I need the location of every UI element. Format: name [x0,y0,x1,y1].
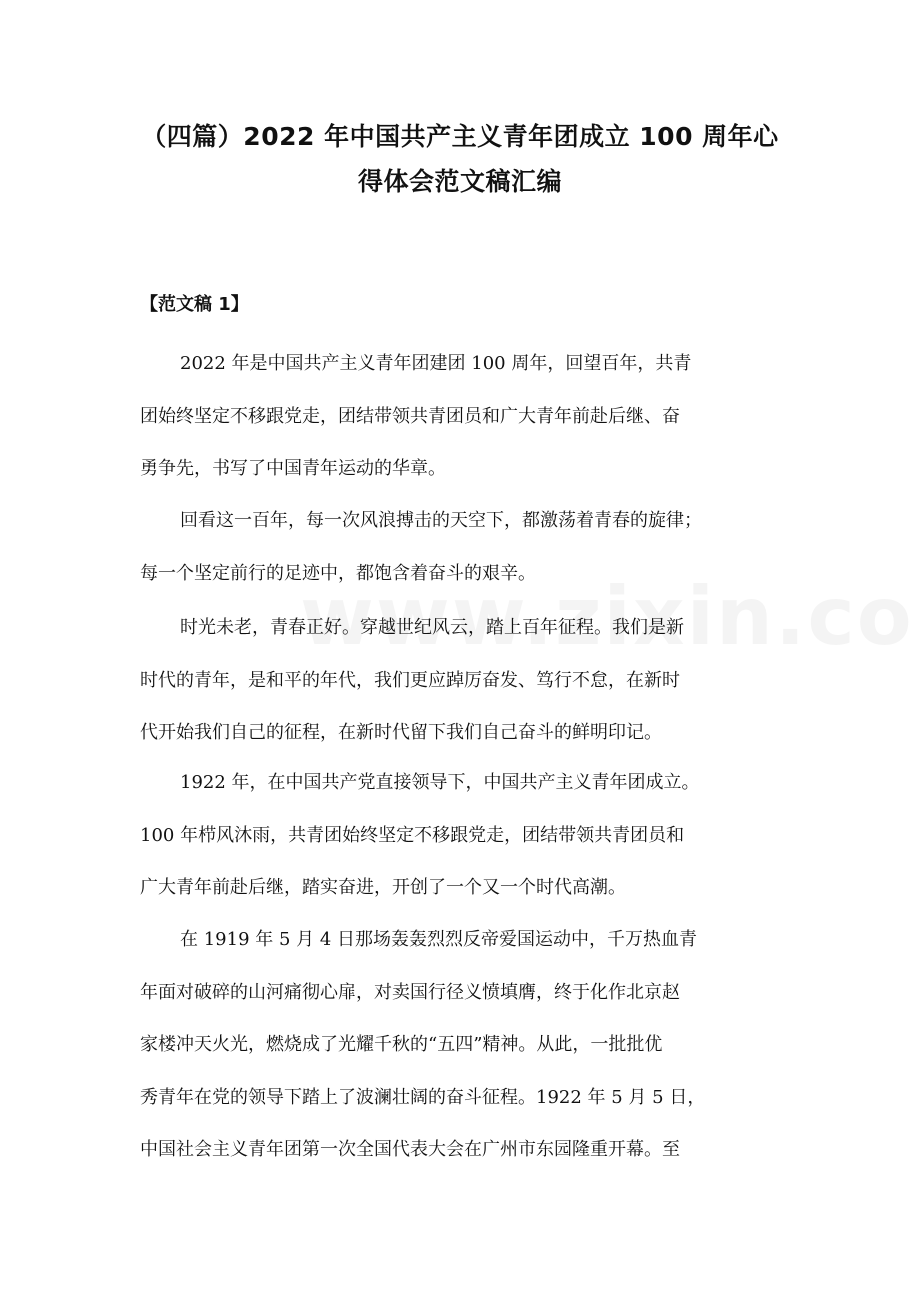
paragraph-line: 中国社会主义青年团第一次全国代表大会在广州市东园隆重开幕。至 [140,1139,680,1160]
paragraph-line: 团始终坚定不移跟党走，团结带领共青团员和广大青年前赴后继、奋 [140,405,680,427]
paragraph-line: 广大青年前赴后继，踏实奋进，开创了一个又一个时代高潮。 [140,877,626,898]
paragraph-line: 回看这一百年，每一次风浪搏击的天空下，都激荡着青春的旋律； [180,510,702,531]
paragraph-line: 每一个坚定前行的足迹中，都饱含着奋斗的艰辛。 [140,562,536,584]
paragraph [140,757,790,915]
paragraph-line: 年面对破碎的山河痛彻心扉，对卖国行径义愤填膺，终于化作北京赵 [140,981,680,1003]
paragraph-line: 时光未老，青春正好。穿越世纪风云，踏上百年征程。我们是新 [180,617,684,638]
paragraph-line: 1922 年，在中国共产党直接领导下，中国共产主义青年团成立。 [180,772,700,793]
title-line: （四篇）2022 年中国共产主义青年团成立 100 周年心 [141,122,779,151]
paragraph [140,495,790,600]
paragraph [140,602,790,760]
document-title [120,114,800,204]
paragraph-line: 家楼冲天火光，燃烧成了光耀千秋的“五四”精神。从此，一批批优 [140,1034,663,1055]
paragraph-line: 在 1919 年 5 月 4 日那场轰轰烈烈反帝爱国运动中，千万热血青 [180,929,698,950]
section-label: 【范文稿 1】 [140,294,249,315]
paragraph-line: 代开始我们自己的征程，在新时代留下我们自己奋斗的鲜明印记。 [140,722,662,743]
paragraph [140,914,790,1177]
paragraph [140,338,790,496]
paragraph-line: 时代的青年，是和平的年代，我们更应踔厉奋发、笃行不怠，在新时 [140,669,680,691]
paragraph-line: 勇争先，书写了中国青年运动的华章。 [140,458,446,479]
paragraph-line: 2022 年是中国共产主义青年团建团 100 周年，回望百年，共青 [180,353,692,374]
paragraph-line: 100 年栉风沐雨，共青团始终坚定不移跟党走，团结带领共青团员和 [140,824,685,846]
paragraph-line: 秀青年在党的领导下踏上了波澜壮阔的奋斗征程。1922 年 5 月 5 日， [140,1086,706,1108]
title-line: 得体会范文稿汇编 [357,167,562,196]
